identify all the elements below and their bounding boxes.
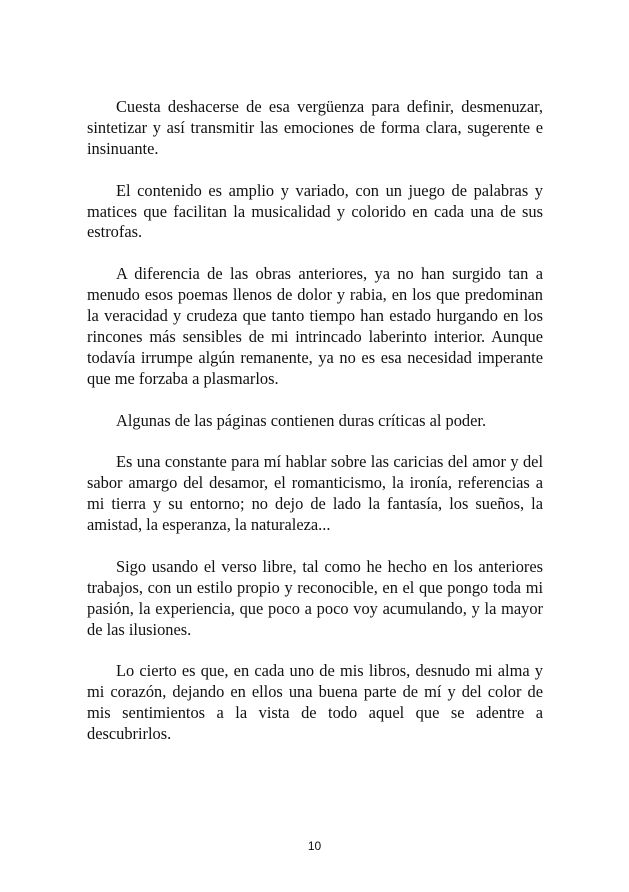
paragraph-2: El contenido es amplio y variado, con un juego de palabras y matices que facilitan la musicalidad y colorido en cada una de sus estrofas. — [87, 180, 543, 242]
paragraph-5: Es una constante para mí hablar sobre las caricias del amor y del sabor amargo del desamor, el romanticismo, la ironía, referencias a mi tierra y su entorno; no dejo de lado la fantasía, los sueños, la amistad, la esperanza, la naturaleza... — [87, 452, 543, 535]
paragraph-3: A diferencia de las obras anteriores, ya no han surgido tan a menudo esos poemas llenos de dolor y rabia, en los que predominan la veracidad y crudeza que tanto tiempo han estado hurgando en los rincones más sensibles de mi intrincado laberinto interior. Aunque todavía irrumpe algún remanente, ya no es esa necesidad imperante que me forzaba a plasmarlos. — [87, 264, 543, 388]
paragraph-7: Lo cierto es que, en cada uno de mis libros, desnudo mi alma y mi corazón, dejando en ellos una buena parte de mí y del color de mis sentimientos a la vista de todo aquel que se adentre a descubrirlos. — [87, 661, 543, 744]
paragraph-6: Sigo usando el verso libre, tal como he hecho en los anteriores trabajos, con un estilo propio y reconocible, en el que pongo toda mi pasión, la experiencia, que poco a poco voy acumulando, y la mayor de las ilusiones. — [87, 556, 543, 639]
page-number: 10 — [307, 839, 322, 853]
paragraph-4: Algunas de las páginas contienen duras críticas al poder. — [116, 410, 487, 430]
body-text — [87, 97, 543, 766]
paragraph-1: Cuesta deshacerse de esa vergüenza para definir, desmenuzar, sintetizar y así transmitir las emociones de forma clara, sugerente e insinuante. — [87, 97, 543, 158]
